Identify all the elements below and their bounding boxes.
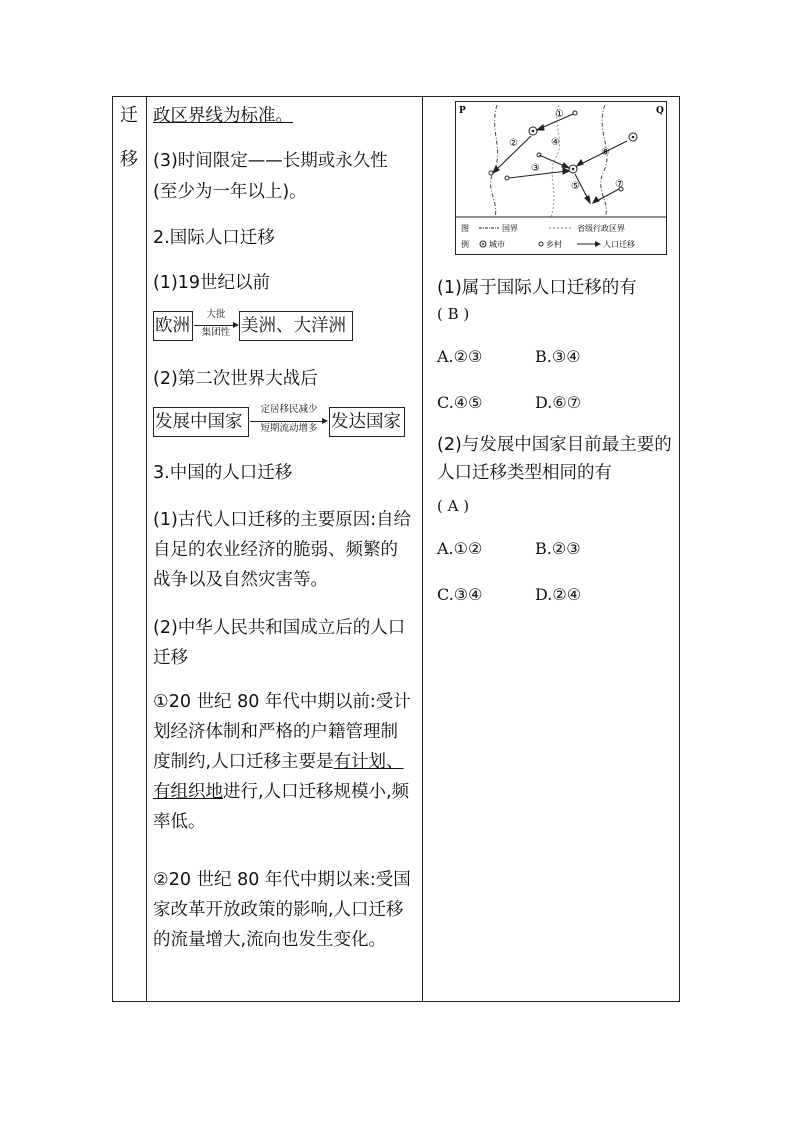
option: D.②④ <box>535 585 582 604</box>
question-2: (2)与发展中国家目前最主要的人口迁移类型相同的有 <box>437 435 672 483</box>
section-heading: 3.中国的人口迁移 <box>153 463 293 483</box>
text-line: (1)19世纪以前 <box>153 273 271 293</box>
option: B.②③ <box>535 539 581 558</box>
content-table <box>112 96 680 1002</box>
flow-target-box: 发达国家 <box>329 407 405 437</box>
legend-title: 图 <box>461 224 469 233</box>
option: C.③④ <box>437 585 483 604</box>
text-line: (2)第二次世界大战后 <box>153 369 318 389</box>
migration-map <box>455 101 667 255</box>
topic-char-2: 移 <box>120 149 138 170</box>
option: B.③④ <box>535 347 581 366</box>
underlined-phrase: 有计划、有组织地 <box>153 752 404 802</box>
legend-label: 乡村 <box>546 240 562 249</box>
route-number: ④ <box>551 137 560 148</box>
legend-label: 人口迁移 <box>603 240 635 249</box>
text-line: (3)时间限定——长期或永久性 <box>153 151 388 171</box>
paragraph: (2)中华人民共和国成立后的人口迁移 <box>153 618 406 668</box>
question-1: (1)属于国际人口迁移的有 <box>437 278 637 298</box>
legend-title: 例 <box>461 240 469 249</box>
topic-char-1: 迁 <box>120 105 138 126</box>
route-number: ② <box>509 138 518 149</box>
route-number: ① <box>555 109 564 120</box>
flow-arrow <box>194 325 234 326</box>
flow-arrow <box>250 421 322 422</box>
flow-label-bottom: 集团性 <box>201 327 231 338</box>
legend-label: 城市 <box>489 240 505 249</box>
flow-source-box: 欧洲 <box>153 311 193 341</box>
section-heading: 2.国际人口迁移 <box>153 228 275 248</box>
text-line: (至少为一年以上)。 <box>153 182 307 202</box>
legend-label: 国界 <box>502 224 518 233</box>
paragraph <box>153 687 415 837</box>
option: D.⑥⑦ <box>535 393 582 412</box>
flow-label-top: 定居移民减少 <box>260 404 318 415</box>
paragraph: (1)古代人口迁移的主要原因:自给自足的农业经济的脆弱、频繁的战争以及自然灾害等。 <box>153 510 412 590</box>
map-corner-label: Q <box>656 106 664 116</box>
map-corner-label: P <box>459 106 466 116</box>
column-divider <box>422 97 423 1001</box>
option: C.④⑤ <box>437 393 483 412</box>
route-number: ⑤ <box>571 181 580 192</box>
option: A.②③ <box>437 347 483 366</box>
route-number: ③ <box>531 163 540 174</box>
column-divider <box>146 97 147 1001</box>
legend-label: 省级行政区界 <box>577 224 625 233</box>
flow-label-bottom: 短期流动增多 <box>260 423 318 434</box>
route-number: ⑥ <box>601 147 610 158</box>
paragraph-part: 进行,人口迁移规模小,频率低。 <box>153 782 410 832</box>
paragraph-part: ①20 世纪 80 年代中期以前:受计划经济体制和严格的户籍管理制度制约,人口迁移主要是 <box>153 692 411 772</box>
option: A.①② <box>437 539 483 558</box>
flow-target-box: 美洲、大洋洲 <box>239 311 353 341</box>
answer-1: ( B ) <box>437 305 470 323</box>
paragraph: ②20 世纪 80 年代中期以来:受国家改革开放政策的影响,人口迁移的流量增大,流向也发生变化。 <box>153 870 411 950</box>
route-number: ⑦ <box>615 179 624 190</box>
flow-label-top: 大批 <box>206 309 226 320</box>
answer-2: ( A ) <box>437 497 470 515</box>
text-line: 政区界线为标准。 <box>153 106 293 126</box>
flow-source-box: 发展中国家 <box>153 407 249 437</box>
